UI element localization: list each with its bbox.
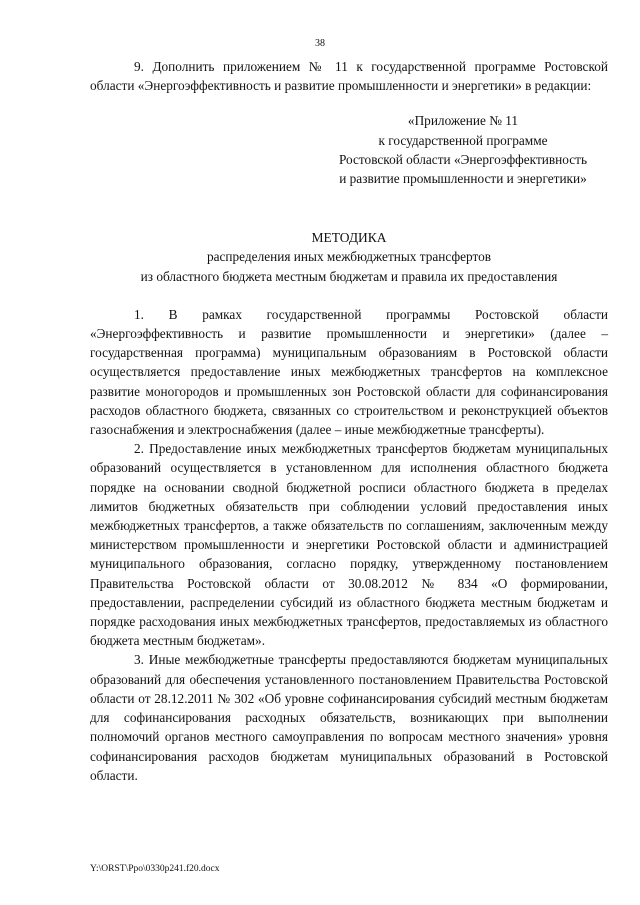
appendix-header-line: Ростовской области «Энергоэффективность — [338, 151, 588, 167]
intro-paragraph: 9. Дополнить приложением № 11 к государственной программе Ростовской области «Энергоэффективность и развитие промышленности и энергетики» в редакции: — [90, 59, 608, 94]
appendix-header-line: «Приложение № 11 — [407, 113, 519, 129]
methodology-title: МЕТОДИКА — [311, 230, 387, 246]
clause-3: 3. Иные межбюджетные трансферты предоставляются бюджетам муниципальных образований для обеспечения установленного постановлением Правительства Ростовской области от 28.12.2011 № 302 «Об уровне софинансирования субсидий местным бюджетам для софинансирования расходных обязательств, возникающих при выполнении полномочий органов местного самоуправления по вопросам местного значения» уровня софинансирования расходов бюджетам муниципальных образований в Ростовской области. — [90, 652, 608, 783]
methodology-subtitle-line: распределения иных межбюджетных трансфертов — [206, 249, 492, 265]
clause-list — [90, 305, 608, 785]
appendix-header — [318, 111, 608, 188]
methodology-subtitle-line: из областного бюджета местным бюджетам и правила их предоставления — [140, 268, 558, 284]
clause-2: 2. Предоставление иных межбюджетных трансфертов бюджетам муниципальных образований осуществляется в установленном для исполнения областного бюджета порядке на основании сводной бюджетной росписи областного бюджета в пределах лимитов бюджетных обязательств при соблюдении условий предоставления иных межбюджетных трансфертов, а также обязательств по соглашениям, заключенным между министерством промышленности и энергетики Ростовской области и администрацией муниципального образования, согласно порядку, утвержденному постановлением Правительства Ростовской области от 30.08.2012 № 834 «О формировании, предоставлении, распределении субсидий из областного бюджета местным бюджетам и порядке расходования иных межбюджетных трансфертов, предоставляемых из областного бюджета местным бюджетам». — [90, 441, 608, 649]
footer-file-path: Y:\ORST\Ppo\0330p241.f20.docx — [90, 864, 220, 874]
document-body — [90, 57, 608, 785]
clause-1: 1. В рамках государственной программы Ростовской области «Энергоэффективность и развитие промышленности и энергетики» (далее – государственная программа) муниципальным образованиям в Ростовской области осуществляется предоставление иных межбюджетных трансфертов на комплексное развитие моногородов и промышленных зон Ростовской области для софинансирования расходов областного бюджета, связанных со строительством и реконструкцией объектов газоснабжения и электроснабжения (далее – иные межбюджетные трансферты). — [90, 306, 608, 438]
appendix-header-line: и развитие промышленности и энергетики» — [339, 171, 587, 187]
methodology-heading — [90, 228, 608, 286]
appendix-header-line: к государственной программе — [378, 132, 548, 148]
page-number: 38 — [315, 38, 325, 49]
